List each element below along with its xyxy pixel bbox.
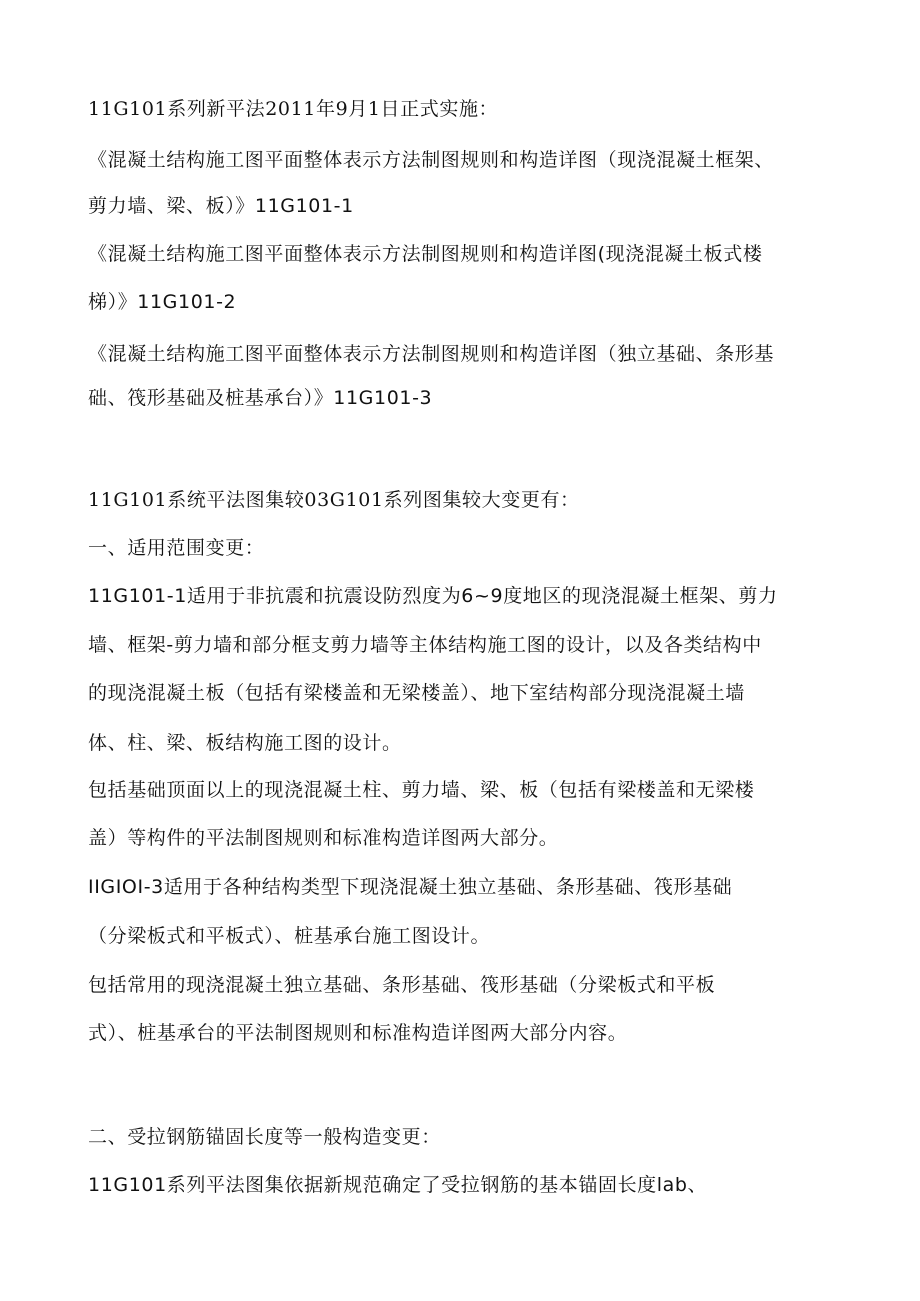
paragraph5-line1: 11G101系列平法图集依据新规范确定了受拉钢筋的基本锚固长度lab、 — [88, 1174, 708, 1196]
intro-heading: 11G101系列新平法2011年9月1日正式实施： — [88, 98, 499, 120]
paragraph1-line4: 体、柱、梁、板结构施工图的设计。 — [88, 732, 402, 754]
atlas-1-title-line1: 《混凝土结构施工图平面整体表示方法制图规则和构造详图（现浇混凝土框架、 — [88, 149, 775, 171]
paragraph4-line2: 式）、桩基承台的平法制图规则和标准构造详图两大部分内容。 — [88, 1022, 628, 1044]
paragraph1-line2: 墙、框架-剪力墙和部分框支剪力墙等主体结构施工图的设计，以及各类结构中 — [88, 634, 762, 656]
paragraph1-line3: 的现浇混凝土板（包括有梁楼盖和无梁楼盖）、地下室结构部分现浇混凝土墙 — [88, 682, 745, 704]
paragraph4-line1: 包括常用的现浇混凝土独立基础、条形基础、筏形基础（分梁板式和平板 — [88, 974, 716, 996]
paragraph1-line1: 11G101-1适用于非抗震和抗震设防烈度为6~9度地区的现浇混凝土框架、剪力 — [88, 585, 778, 607]
paragraph2-line2: 盖）等构件的平法制图规则和标准构造详图两大部分。 — [88, 827, 559, 849]
atlas-2-title-line1: 《混凝土结构施工图平面整体表示方法制图规则和构造详图(现浇混凝土板式楼 — [88, 243, 763, 265]
section2-title: 二、受拉钢筋锚固长度等一般构造变更： — [88, 1126, 441, 1148]
atlas-3-title-line2: 础、筏形基础及桩基承台）》11G101-3 — [88, 387, 433, 409]
changes-heading: 11G101系统平法图集较03G101系列图集较大变更有： — [88, 489, 580, 511]
paragraph2-line1: 包括基础顶面以上的现浇混凝土柱、剪力墙、梁、板（包括有梁楼盖和无梁楼 — [88, 779, 755, 801]
paragraph3-line2: （分梁板式和平板式）、桩基承台施工图设计。 — [88, 925, 491, 947]
atlas-2-title-line2: 梯）》11G101-2 — [88, 291, 237, 313]
paragraph3-line1: IIGIOI-3适用于各种结构类型下现浇混凝土独立基础、条形基础、筏形基础 — [88, 876, 733, 898]
section1-title: 一、适用范围变更： — [88, 537, 265, 559]
atlas-3-title-line1: 《混凝土结构施工图平面整体表示方法制图规则和构造详图（独立基础、条形基 — [88, 343, 775, 365]
atlas-1-title-line2: 剪力墙、梁、板）》11G101-1 — [88, 195, 354, 217]
